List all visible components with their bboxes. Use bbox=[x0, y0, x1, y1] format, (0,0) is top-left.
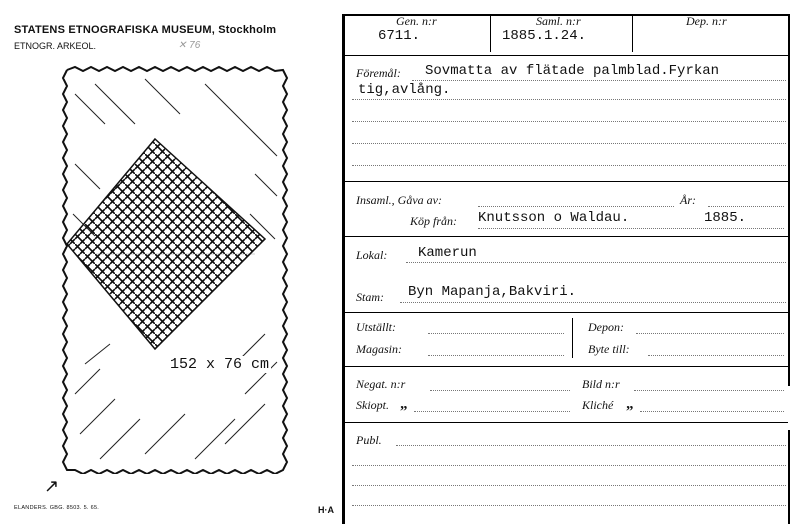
separator bbox=[345, 181, 788, 182]
dimensions-label: 152 x 76 cm bbox=[170, 356, 270, 373]
dotted-line bbox=[428, 333, 564, 334]
insaml-label: Insaml., Gåva av: bbox=[356, 193, 442, 207]
dotted-line bbox=[478, 206, 674, 207]
dotted-line bbox=[352, 121, 786, 122]
separator bbox=[345, 366, 788, 367]
utstallt-label: Utställt: bbox=[356, 320, 397, 334]
dotted-line bbox=[636, 333, 784, 334]
dotted-line bbox=[478, 228, 784, 229]
stam-value: Byn Mapanja,Bakviri. bbox=[408, 284, 577, 300]
divider bbox=[572, 318, 573, 358]
kop-value: Knutsson o Waldau. bbox=[478, 210, 630, 226]
dotted-line bbox=[352, 485, 786, 486]
depon-label: Depon: bbox=[588, 320, 624, 334]
dotted-line bbox=[352, 165, 786, 166]
negat-label: Negat. n:r bbox=[356, 377, 406, 391]
stam-label: Stam: bbox=[356, 290, 384, 304]
bild-label: Bild n:r bbox=[582, 377, 620, 391]
dep-nr-label: Dep. n:r bbox=[686, 14, 727, 28]
skiopt-value: „ bbox=[400, 396, 408, 412]
kliche-value: „ bbox=[626, 396, 634, 412]
foremal-label: Föremål: bbox=[356, 66, 401, 80]
lokal-value: Kamerun bbox=[418, 245, 477, 261]
dotted-line bbox=[352, 143, 786, 144]
separator bbox=[345, 422, 788, 423]
dotted-line bbox=[352, 505, 786, 506]
dotted-line bbox=[412, 80, 786, 81]
dotted-line bbox=[406, 262, 786, 263]
museum-city: Stockholm bbox=[218, 24, 277, 36]
dotted-line bbox=[430, 390, 570, 391]
foremal-line1: Sovmatta av flätade palmblad.Fyrkan bbox=[425, 63, 720, 79]
card-right-border bbox=[788, 14, 790, 386]
mat-drawing bbox=[55, 64, 295, 474]
dotted-line bbox=[708, 206, 784, 207]
department-subtitle: ETNOGR. ARKEOL. bbox=[14, 41, 97, 51]
ar-label: År: bbox=[680, 193, 696, 207]
gen-nr-value: 6711. bbox=[378, 28, 421, 44]
arrow-icon: ↗ bbox=[44, 476, 60, 496]
initials: H·A bbox=[318, 505, 334, 515]
separator bbox=[345, 236, 788, 237]
pencil-note: ✕ 76 bbox=[178, 40, 201, 51]
card-left-border bbox=[342, 14, 345, 524]
gen-nr-label: Gen. n:r bbox=[396, 14, 437, 28]
publ-label: Publ. bbox=[356, 433, 382, 447]
dotted-line bbox=[352, 465, 786, 466]
dotted-line bbox=[428, 355, 564, 356]
separator bbox=[345, 55, 788, 56]
separator bbox=[345, 312, 788, 313]
museum-name bbox=[14, 24, 276, 36]
kop-label: Köp från: bbox=[410, 214, 458, 228]
saml-nr-value: 1885.1.24. bbox=[502, 28, 587, 44]
foremal-line2: tig,avlång. bbox=[358, 82, 451, 98]
magasin-label: Magasin: bbox=[356, 342, 402, 356]
divider bbox=[632, 16, 633, 52]
museum-title: STATENS ETNOGRAFISKA MUSEUM, bbox=[14, 24, 215, 36]
dotted-line bbox=[648, 355, 784, 356]
printer-imprint: ELANDERS. GBG. 8503. 5. 65. bbox=[14, 505, 100, 511]
divider bbox=[490, 16, 491, 52]
dotted-line bbox=[352, 99, 786, 100]
dotted-line bbox=[400, 302, 786, 303]
kop-year: 1885. bbox=[704, 210, 747, 226]
skiopt-label: Skiopt. bbox=[356, 398, 389, 412]
byte-label: Byte till: bbox=[588, 342, 630, 356]
saml-nr-label: Saml. n:r bbox=[536, 14, 581, 28]
dotted-line bbox=[396, 445, 786, 446]
dotted-line bbox=[634, 390, 784, 391]
lokal-label: Lokal: bbox=[356, 248, 388, 262]
dotted-line bbox=[640, 411, 784, 412]
dotted-line bbox=[414, 411, 570, 412]
kliche-label: Kliché bbox=[582, 398, 614, 412]
card-right-border-lower bbox=[788, 430, 790, 524]
